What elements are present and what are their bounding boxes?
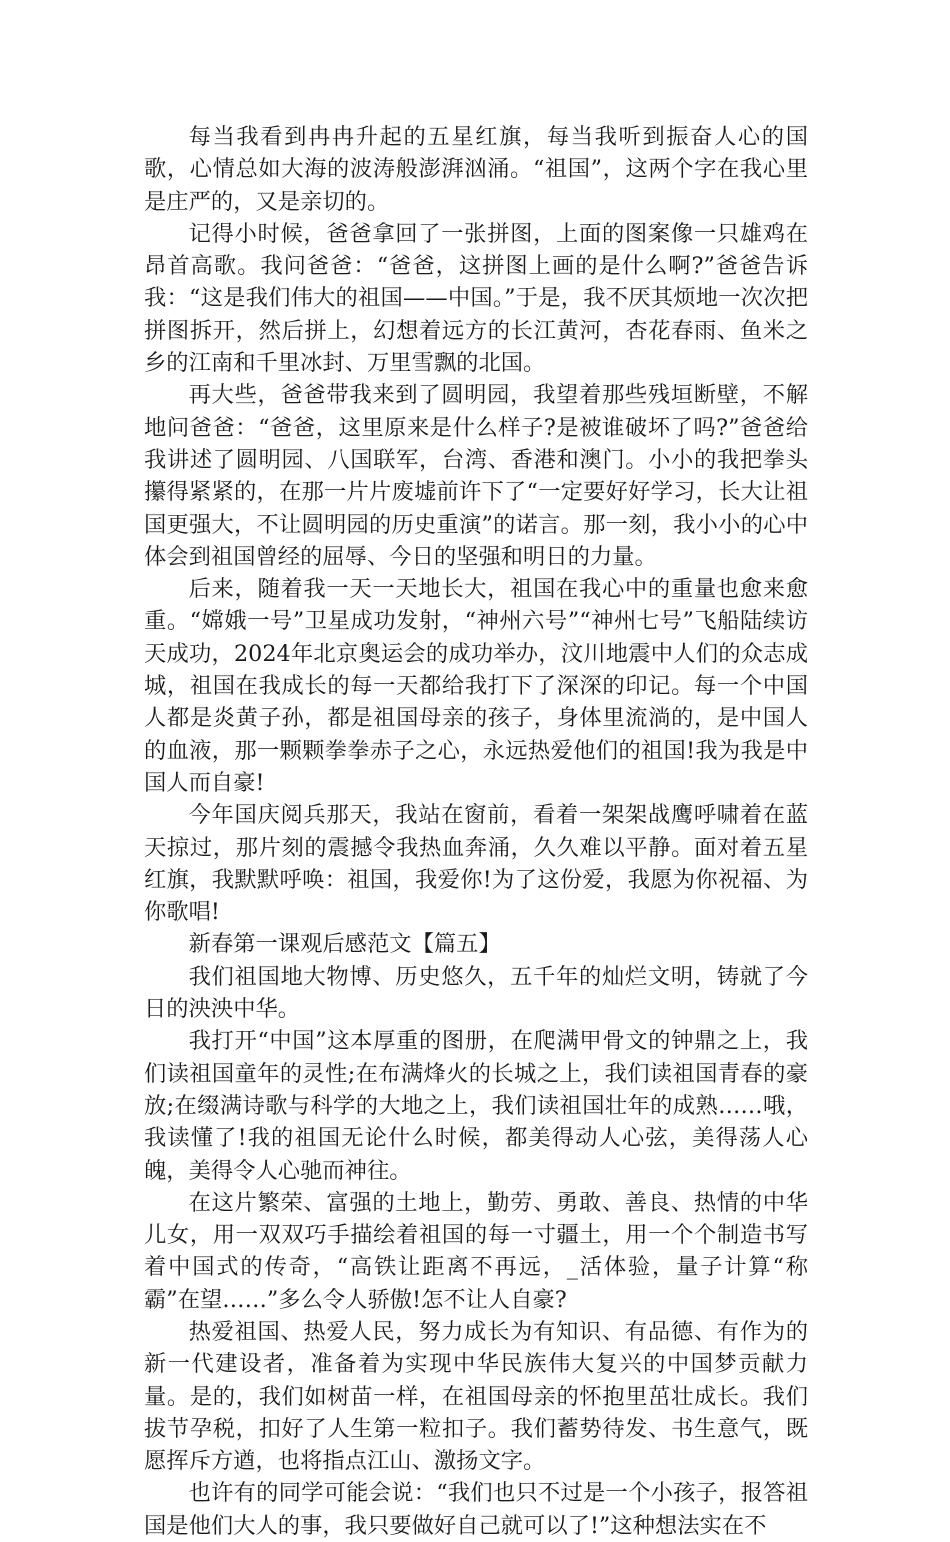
paragraph-puzzle-memory: 记得小时候，爸爸拿回了一张拼图，上面的图案像一只雄鸡在昂首高歌。我问爸爸：“爸爸，这拼图上画的是什么啊?”爸爸告诉我：“这是我们伟大的祖国——中国。”于是，我不厌其烦地一次次把拼图拆开，然后拼上，幻想着远方的长江黄河，杏花春雨、鱼米之乡的江南和千里冰封、万里雪飘的北国。 [144, 220, 808, 377]
section-heading: 新春第一课观后感范文【篇五】 [188, 931, 501, 958]
paragraph-prosperous-land: 在这片繁荣、富强的土地上，勤劳、勇敢、善良、热情的中华儿女，用一双双巧手描绘着祖国的每一寸疆土，用一个个制造书写着中国式的传奇，“高铁让距离不再远，_活体验，量子计算“称霸”在望……”多么令人骄傲!怎不让人自豪? [144, 1189, 808, 1313]
document-body [144, 121, 808, 1542]
paragraph-national-flag: 每当我看到冉冉升起的五星红旗，每当我听到振奋人心的国歌，心情总如大海的波涛般澎湃汹涌。“祖国”，这两个字在我心里是庄严的，又是亲切的。 [144, 124, 808, 215]
paragraph-china-album: 我打开“中国”这本厚重的图册，在爬满甲骨文的钟鼎之上，我们读祖国童年的灵性;在布满烽火的长城之上，我们读祖国青春的豪放;在缀满诗歌与科学的大地之上，我们读祖国壮年的成熟……哦，我读懂了!我的祖国无论什么时候，都美得动人心弦，美得荡人心魄，美得令人心驰而神往。 [144, 1028, 808, 1184]
paragraph-growing-up: 后来，随着我一天一天地长大，祖国在我心中的重量也愈来愈重。“嫦娥一号”卫星成功发射，“神州六号”“神州七号”飞船陆续访天成功，2024年北京奥运会的成功举办，汶川地震中人们的众志成城，祖国在我成长的每一天都给我打下了深深的印记。每一个中国人都是炎黄子孙，都是祖国母亲的孩子，身体里流淌的，是中国人的血液，那一颗颗拳拳赤子之心，永远热爱他们的祖国!我为我是中国人而自豪! [144, 576, 808, 796]
paragraph-national-day-parade: 今年国庆阅兵那天，我站在窗前，看着一架架战鹰呼啸着在蓝天掠过，那片刻的震撼令我热血奔涌，久久难以平静。面对着五星红旗，我默默呼唤：祖国，我爱你!为了这份爱，我愿为你祝福、为你歌唱! [144, 802, 808, 926]
paragraph-motherland-history: 我们祖国地大物博、历史悠久，五千年的灿烂文明，铸就了今日的泱泱中华。 [144, 963, 808, 1023]
paragraph-classmates-say: 也许有的同学可能会说：“我们也只不过是一个小孩子，报答祖国是他们大人的事，我只要做好自己就可以了!”这种想法实在不 [144, 1480, 808, 1539]
paragraph-yuanmingyuan: 再大些，爸爸带我来到了圆明园，我望着那些残垣断壁，不解地问爸爸：“爸爸，这里原来是什么样子?是被谁破坏了吗?”爸爸给我讲述了圆明园、八国联军，台湾、香港和澳门。小小的我把拳头攥得紧紧的，在那一片片废墟前许下了“一定要好好学习，长大让祖国更强大，不让圆明园的历史重演”的诺言。那一刻，我小小的心中体会到祖国曾经的屈辱、今日的坚强和明日的力量。 [144, 382, 808, 570]
paragraph-love-motherland: 热爱祖国、热爱人民，努力成长为有知识、有品德、有作为的新一代建设者，准备着为实现中华民族伟大复兴的中国梦贡献力量。是的，我们如树苗一样，在祖国母亲的怀抱里茁壮成长。我们拔节孕税，扣好了人生第一粒扣子。我们蓄势待发、书生意气，既愿挥斥方遒，也将指点江山、激扬文字。 [144, 1318, 808, 1475]
